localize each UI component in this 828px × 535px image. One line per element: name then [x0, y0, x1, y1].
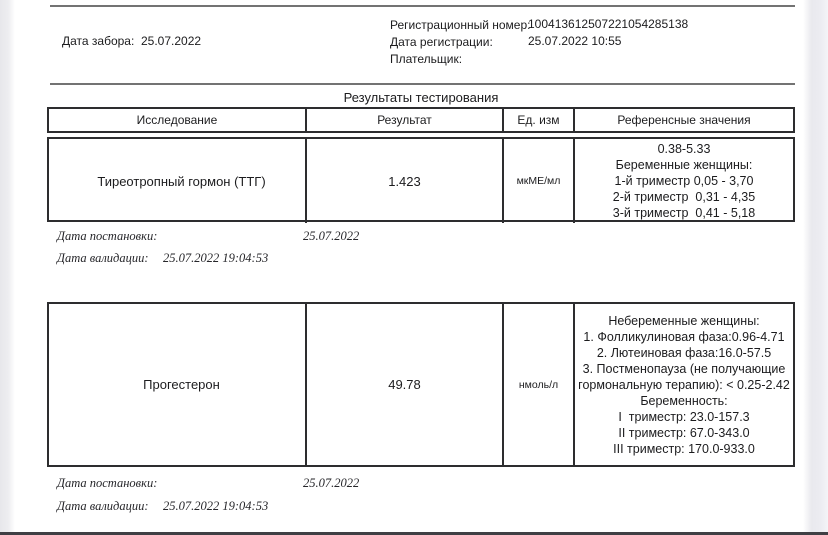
page-right-edge	[803, 0, 828, 535]
top-rule	[50, 5, 795, 7]
test-row-ttg	[47, 137, 795, 222]
sample-date-value: 25.07.2022	[141, 34, 202, 48]
test-row-progesterone	[47, 302, 795, 467]
results-table-header	[47, 107, 795, 133]
test-name: Прогестерон	[143, 377, 220, 392]
header-divider-rule	[50, 83, 795, 85]
test-unit: мкМЕ/мл	[502, 139, 573, 223]
test-name: Тиреотропный гормон (ТТГ)	[97, 173, 266, 189]
column-header-reference: Референсные значения	[573, 109, 793, 131]
test-unit: нмоль/л	[502, 304, 573, 465]
registration-number-label: Регистрационный номер:	[390, 18, 531, 32]
setting-date-value: 25.07.2022	[303, 476, 360, 490]
payer-label: Плательщик:	[390, 52, 463, 66]
column-header-result: Результат	[305, 109, 502, 131]
registration-number-value: 100413612507221054285138	[528, 17, 689, 31]
validation-date-value: 25.07.2022 19:04:53	[163, 251, 269, 265]
test-reference: Небеременные женщины: 1. Фолликулиновая фаза:0.96-4.71 2. Лютеиновая фаза:16.0-57.5 3. Постменопауза (не получающие гормональную терапию): < 0.25-2.42 Беременность: I триместр: 23.0-157.3 II триместр: 67.0-343.0 III триместр: 170.0-933.0	[573, 304, 793, 465]
validation-date-value: 25.07.2022 19:04:53	[163, 499, 269, 513]
sample-date-label: Дата забора:	[62, 34, 135, 48]
validation-date-label: Дата валидации:	[57, 251, 149, 265]
validation-date-label: Дата валидации:	[57, 499, 149, 513]
results-title: Результаты тестирования	[343, 90, 499, 105]
test-result: 1.423	[305, 139, 502, 223]
setting-date-value: 25.07.2022	[303, 229, 360, 243]
column-header-unit: Ед. изм	[502, 109, 573, 131]
page-left-edge	[0, 0, 15, 535]
setting-date-label: Дата постановки:	[57, 229, 158, 243]
column-header-test: Исследование	[136, 113, 218, 127]
registration-date-label: Дата регистрации:	[390, 35, 493, 49]
test-result: 49.78	[305, 304, 502, 465]
setting-date-label: Дата постановки:	[57, 476, 158, 490]
registration-date-value: 25.07.2022 10:55	[528, 34, 622, 48]
test-reference: 0.38-5.33 Беременные женщины: 1-й триместр 0,05 - 3,70 2-й триместр 0,31 - 4,35 3-й триместр 0,41 - 5,18	[573, 139, 793, 223]
